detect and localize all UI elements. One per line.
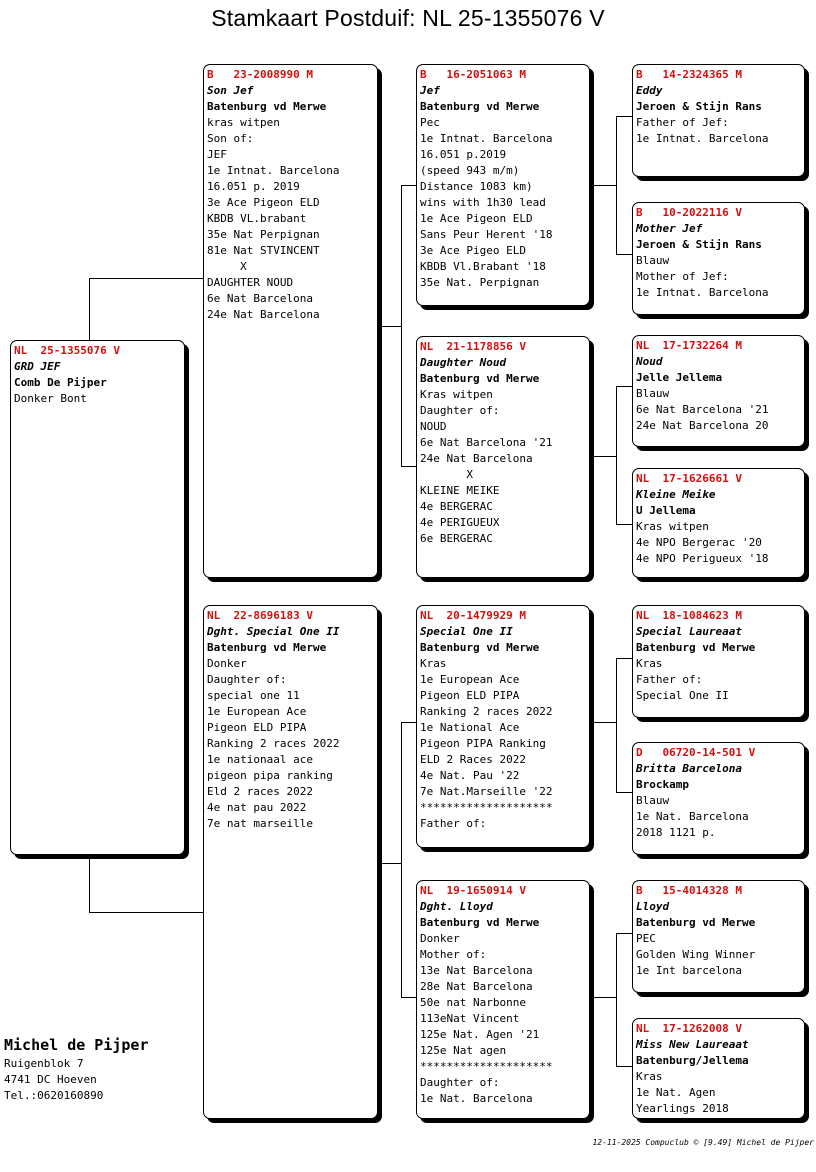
pigeon-name: Special Laureaat xyxy=(636,625,742,638)
info-line: 7e Nat.Marseille '22 xyxy=(420,785,553,798)
pigeon-name: Jef xyxy=(420,84,440,97)
info-line: 16.051 p.2019 xyxy=(420,148,507,161)
great-grandparent-card[interactable] xyxy=(632,742,805,855)
breeder-name: Batenburg vd Merwe xyxy=(636,916,756,929)
info-line: Pigeon ELD PIPA xyxy=(207,721,307,734)
pigeon-name: Special One II xyxy=(420,625,513,638)
info-line: Daughter of: xyxy=(207,673,287,686)
pigeon-name: Miss New Laureaat xyxy=(636,1038,749,1051)
info-line: Blauw xyxy=(636,254,670,267)
breeder-name: Batenburg/Jellema xyxy=(636,1054,749,1067)
info-line: 1e Intnat. Barcelona xyxy=(207,164,340,177)
info-line: Donker xyxy=(420,932,460,945)
ring-number: NL 17-1732264 M xyxy=(636,339,742,352)
ring-number: B 14-2324365 M xyxy=(636,68,742,81)
info-line: Donker Bont xyxy=(14,392,87,405)
pigeon-name: Noud xyxy=(636,355,663,368)
info-line: Daughter of: xyxy=(420,1076,500,1089)
owner-city: 4741 DC Hoeven xyxy=(4,1073,97,1086)
info-line: Pec xyxy=(420,116,440,129)
footer-credit: 12-11-2025 Compuclub © [9.49] Michel de Pijper xyxy=(592,1138,814,1147)
owner-name: Michel de Pijper xyxy=(4,1036,149,1054)
info-line: 1e National Ace xyxy=(420,721,520,734)
info-line: 7e nat marseille xyxy=(207,817,313,830)
connector-line xyxy=(89,278,204,279)
connector-line xyxy=(378,326,402,327)
ring-number: NL 17-1626661 V xyxy=(636,472,742,485)
breeder-name: Jeroen & Stijn Rans xyxy=(636,238,762,251)
info-line: 4e nat pau 2022 xyxy=(207,801,307,814)
info-line: KBDB VL.brabant xyxy=(207,212,307,225)
connector-line xyxy=(401,466,416,467)
connector-line xyxy=(590,997,617,998)
info-line: Eld 2 races 2022 xyxy=(207,785,313,798)
info-line: 4e NPO Bergerac '20 xyxy=(636,536,762,549)
ring-number: NL 20-1479929 M xyxy=(420,609,526,622)
great-grandparent-card[interactable] xyxy=(632,335,805,447)
breeder-name: Jelle Jellema xyxy=(636,371,723,384)
connector-line xyxy=(89,912,204,913)
connector-line xyxy=(89,855,90,913)
info-line: 1e European Ace xyxy=(207,705,307,718)
info-line: KLEINE MEIKE xyxy=(420,484,500,497)
great-grandparent-card[interactable] xyxy=(632,605,805,718)
owner-phone: Tel.:0620160890 xyxy=(4,1089,104,1102)
info-line: 6e Nat Barcelona '21 xyxy=(420,436,553,449)
info-line: ******************** xyxy=(420,1060,553,1073)
connector-line xyxy=(616,792,632,793)
info-line: 125e Nat agen xyxy=(420,1044,507,1057)
info-line: 6e Nat Barcelona xyxy=(207,292,313,305)
info-line: 1e Nat. Barcelona xyxy=(420,1092,533,1105)
connector-line xyxy=(89,278,90,340)
info-line: Blauw xyxy=(636,794,670,807)
breeder-name: Batenburg vd Merwe xyxy=(420,372,540,385)
pigeon-name: Dght. Special One II xyxy=(207,625,340,638)
connector-line xyxy=(590,185,617,186)
pigeon-name: Dght. Lloyd xyxy=(420,900,493,913)
breeder-name: Brockamp xyxy=(636,778,689,791)
info-line: 1e European Ace xyxy=(420,673,520,686)
pigeon-name: Britta Barcelona xyxy=(636,762,742,775)
info-line: Son of: xyxy=(207,132,254,145)
info-line: Special One II xyxy=(636,689,729,702)
great-grandparent-card[interactable] xyxy=(632,468,805,578)
breeder-name: Batenburg vd Merwe xyxy=(207,100,327,113)
info-line: 125e Nat. Agen '21 xyxy=(420,1028,540,1041)
info-line: 1e Ace Pigeon ELD xyxy=(420,212,533,225)
info-line: 4e PERIGUEUX xyxy=(420,516,500,529)
great-grandparent-card[interactable] xyxy=(632,880,805,993)
connector-line xyxy=(616,116,632,117)
connector-line xyxy=(401,185,402,467)
breeder-name: Batenburg vd Merwe xyxy=(420,641,540,654)
info-line: Pigeon PIPA Ranking xyxy=(420,737,546,750)
pigeon-name: Eddy xyxy=(636,84,663,97)
info-line: 3e Ace Pigeon ELD xyxy=(207,196,320,209)
connector-line xyxy=(401,722,416,723)
ring-number: B 16-2051063 M xyxy=(420,68,526,81)
info-line: 4e BERGERAC xyxy=(420,500,493,513)
info-line: Kras witpen xyxy=(636,520,709,533)
pigeon-name: Mother Jef xyxy=(636,222,703,235)
info-line: Ranking 2 races 2022 xyxy=(420,705,553,718)
connector-line xyxy=(401,185,416,186)
pigeon-name: Kleine Meike xyxy=(636,488,716,501)
connector-line xyxy=(616,386,632,387)
connector-line xyxy=(616,116,617,255)
breeder-name: Batenburg vd Merwe xyxy=(420,916,540,929)
connector-line xyxy=(590,722,617,723)
info-line: 6e BERGERAC xyxy=(420,532,493,545)
info-line: Sans Peur Herent '18 xyxy=(420,228,553,241)
father-pigeon-card[interactable] xyxy=(203,64,378,578)
pigeon-name: Lloyd xyxy=(636,900,670,913)
connector-line xyxy=(616,658,617,793)
breeder-name: U Jellema xyxy=(636,504,696,517)
info-line: 113eNat Vincent xyxy=(420,1012,520,1025)
great-grandparent-card[interactable] xyxy=(632,64,805,177)
info-line: Father of: xyxy=(420,817,487,830)
info-line: X xyxy=(420,468,473,481)
ring-number: B 23-2008990 M xyxy=(207,68,313,81)
ring-number: NL 22-8696183 V xyxy=(207,609,313,622)
info-line: kras witpen xyxy=(207,116,280,129)
connector-line xyxy=(616,933,617,1067)
info-line: 3e Ace Pigeo ELD xyxy=(420,244,526,257)
info-line: 4e NPO Perigueux '18 xyxy=(636,552,769,565)
info-line: 1e Intnat. Barcelona xyxy=(636,132,769,145)
info-line: 16.051 p. 2019 xyxy=(207,180,300,193)
connector-line xyxy=(616,933,632,934)
connector-line xyxy=(378,863,402,864)
info-line: DAUGHTER NOUD xyxy=(207,276,294,289)
info-line: 2018 1121 p. xyxy=(636,826,716,839)
grandfather-maternal-card[interactable] xyxy=(416,605,590,848)
grandmother-paternal-card[interactable] xyxy=(416,336,590,578)
info-line: 1e Intnat. Barcelona xyxy=(636,286,769,299)
ring-number: NL 17-1262008 V xyxy=(636,1022,742,1035)
info-line: Ranking 2 races 2022 xyxy=(207,737,340,750)
info-line: pigeon pipa ranking xyxy=(207,769,333,782)
info-line: 50e nat Narbonne xyxy=(420,996,526,1009)
ring-number: D 06720-14-501 V xyxy=(636,746,756,759)
info-line: X xyxy=(207,260,247,273)
info-line: 24e Nat Barcelona xyxy=(420,452,533,465)
ring-number: NL 19-1650914 V xyxy=(420,884,526,897)
connector-line xyxy=(401,722,402,998)
owner-address: Ruigenblok 7 xyxy=(4,1057,84,1070)
info-line: Father of: xyxy=(636,673,703,686)
info-line: 1e Int barcelona xyxy=(636,964,742,977)
info-line: PEC xyxy=(636,932,656,945)
info-line: KBDB Vl.Brabant '18 xyxy=(420,260,546,273)
pigeon-name: GRD JEF xyxy=(14,360,61,373)
info-line: wins with 1h30 lead xyxy=(420,196,546,209)
breeder-name: Batenburg vd Merwe xyxy=(207,641,327,654)
info-line: 6e Nat Barcelona '21 xyxy=(636,403,769,416)
info-line: Distance 1083 km) xyxy=(420,180,533,193)
info-line: Mother of Jef: xyxy=(636,270,729,283)
connector-line xyxy=(616,524,632,525)
breeder-name: Batenburg vd Merwe xyxy=(420,100,540,113)
pigeon-name: Daughter Noud xyxy=(420,356,507,369)
info-line: Pigeon ELD PIPA xyxy=(420,689,520,702)
breeder-name: Comb De Pijper xyxy=(14,376,107,389)
info-line: Golden Wing Winner xyxy=(636,948,756,961)
connector-line xyxy=(616,254,632,255)
info-line: 35e Nat. Perpignan xyxy=(420,276,540,289)
info-line: Daughter of: xyxy=(420,404,500,417)
info-line: 28e Nat Barcelona xyxy=(420,980,533,993)
info-line: 24e Nat Barcelona 20 xyxy=(636,419,769,432)
info-line: 13e Nat Barcelona xyxy=(420,964,533,977)
info-line: Father of Jef: xyxy=(636,116,729,129)
connector-line xyxy=(616,1066,632,1067)
page-title: Stamkaart Postduif: NL 25-1355076 V xyxy=(211,5,605,31)
ring-number: NL 21-1178856 V xyxy=(420,340,526,353)
info-line: Donker xyxy=(207,657,247,670)
info-line: Mother of: xyxy=(420,948,487,961)
connector-line xyxy=(616,386,617,525)
grandmother-maternal-card[interactable] xyxy=(416,880,590,1119)
great-grandparent-card[interactable] xyxy=(632,202,805,315)
info-line: Kras xyxy=(636,1070,663,1083)
info-line: special one 11 xyxy=(207,689,300,702)
grandfather-paternal-card[interactable] xyxy=(416,64,590,306)
ring-number: NL 25-1355076 V xyxy=(14,344,120,357)
mother-pigeon-card[interactable] xyxy=(203,605,378,1119)
info-line: 4e Nat. Pau '22 xyxy=(420,769,520,782)
info-line: ELD 2 Races 2022 xyxy=(420,753,526,766)
info-line: Kras xyxy=(636,657,663,670)
info-line: 81e Nat STVINCENT xyxy=(207,244,320,257)
pigeon-name: Son Jef xyxy=(207,84,254,97)
ring-number: NL 18-1084623 M xyxy=(636,609,742,622)
breeder-name: Batenburg vd Merwe xyxy=(636,641,756,654)
breeder-name: Jeroen & Stijn Rans xyxy=(636,100,762,113)
connector-line xyxy=(401,997,416,998)
info-line: Kras xyxy=(420,657,447,670)
ring-number: B 15-4014328 M xyxy=(636,884,742,897)
info-line: Blauw xyxy=(636,387,670,400)
info-line: Yearlings 2018 xyxy=(636,1102,729,1115)
info-line: JEF xyxy=(207,148,227,161)
great-grandparent-card[interactable] xyxy=(632,1018,805,1119)
info-line: 1e Nat. Barcelona xyxy=(636,810,749,823)
info-line: Kras witpen xyxy=(420,388,493,401)
info-line: NOUD xyxy=(420,420,447,433)
owner-block xyxy=(4,1034,149,1104)
info-line: 1e nationaal ace xyxy=(207,753,313,766)
connector-line xyxy=(616,658,632,659)
info-line: 1e Intnat. Barcelona xyxy=(420,132,553,145)
subject-pigeon-card[interactable] xyxy=(10,340,185,855)
info-line: ******************** xyxy=(420,801,553,814)
info-line: 1e Nat. Agen xyxy=(636,1086,716,1099)
ring-number: B 10-2022116 V xyxy=(636,206,742,219)
info-line: 35e Nat Perpignan xyxy=(207,228,320,241)
info-line: (speed 943 m/m) xyxy=(420,164,520,177)
connector-line xyxy=(590,456,617,457)
info-line: 24e Nat Barcelona xyxy=(207,308,320,321)
